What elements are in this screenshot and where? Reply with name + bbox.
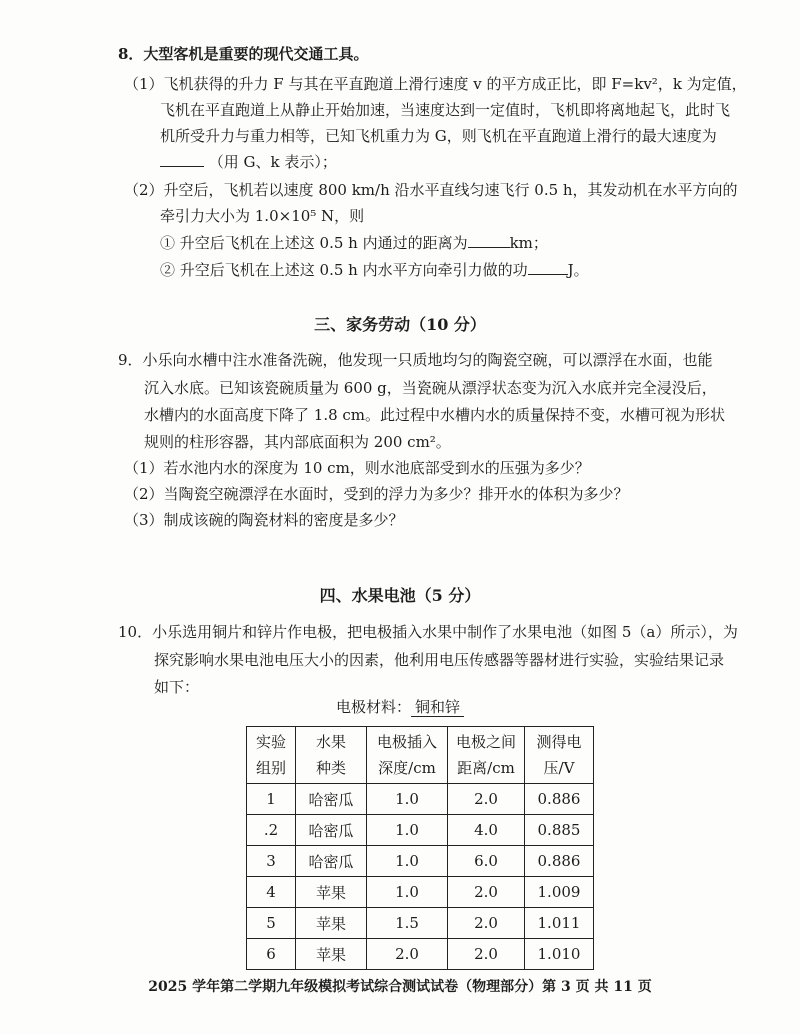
table-caption: [0, 696, 800, 717]
q8-title: 8．大型客机是重要的现代交通工具。: [118, 45, 369, 63]
table-row: [247, 815, 594, 846]
header-depth: 电极插入 深度/cm: [367, 727, 448, 784]
answer-blank[interactable]: [528, 260, 568, 275]
table-row: [247, 908, 594, 939]
cell-voltage: 0.885: [525, 815, 594, 846]
header-group: 实验 组别: [247, 727, 296, 784]
header-voltage: 测得电 压/V: [525, 727, 594, 784]
cell-fruit: 哈密瓜: [296, 815, 367, 846]
answer-blank[interactable]: [468, 233, 510, 248]
table-header-row: [247, 727, 594, 784]
q8-item1-unit: km；: [509, 234, 548, 252]
cell-depth: 1.0: [367, 846, 448, 877]
q8-part2-line1: （2）升空后，飞机若以速度 800 km/h 沿水平直线匀速飞行 0.5 h，其发动机在水平方向的: [124, 181, 738, 199]
cell-group: 1: [247, 784, 296, 815]
q8-part2-line2: 牵引力大小为 1.0×10⁵ N，则: [160, 207, 365, 225]
cell-distance: 2.0: [448, 939, 525, 970]
cell-voltage: 0.886: [525, 784, 594, 815]
cell-fruit: 苹果: [296, 908, 367, 939]
header-fruit: 水果 种类: [296, 727, 367, 784]
q8-item1-text: ① 升空后飞机在上述这 0.5 h 内通过的距离为: [160, 234, 468, 252]
cell-distance: 2.0: [448, 784, 525, 815]
cell-depth: 1.0: [367, 877, 448, 908]
q8-part1-line2: 飞机在平直跑道上从静止开始加速，当速度达到一定值时，飞机即将离地起飞，此时飞: [160, 101, 731, 119]
cell-group: .2: [247, 815, 296, 846]
cell-fruit: 苹果: [296, 877, 367, 908]
table-row: [247, 939, 594, 970]
q10-line2: 探究影响水果电池电压大小的因素，他利用电压传感器等器材进行实验，实验结果记录: [154, 651, 725, 669]
q9-sub1: （1）若水池内水的深度为 10 cm，则水池底部受到水的压强为多少？: [124, 459, 590, 477]
cell-group: 3: [247, 846, 296, 877]
cell-depth: 1.0: [367, 815, 448, 846]
q10-line1: 10．小乐选用铜片和锌片作电极，把电极插入水果中制作了水果电池（如图 5（a）所示），为: [118, 623, 738, 641]
q8-part1-line1: （1）飞机获得的升力 F 与其在平直跑道上滑行速度 v 的平方成正比，即 F=kv²，k 为定值，: [124, 75, 747, 93]
cell-group: 6: [247, 939, 296, 970]
cell-distance: 2.0: [448, 908, 525, 939]
cell-group: 4: [247, 877, 296, 908]
q8-part1-line3: 机所受升力与重力相等，已知飞机重力为 G，则飞机在平直跑道上滑行的最大速度为: [160, 127, 717, 145]
cell-voltage: 1.009: [525, 877, 594, 908]
caption-label: 电极材料：: [335, 698, 411, 716]
cell-depth: 1.5: [367, 908, 448, 939]
section-3-title: 三、家务劳动（10 分）: [314, 315, 486, 334]
header-distance: 电极之间 距离/cm: [448, 727, 525, 784]
page-footer: 2025 学年第二学期九年级模拟考试综合测试试卷（物理部分）第 3 页 共 11 页: [148, 979, 652, 995]
results-table: [246, 726, 594, 970]
section-4-title: 四、水果电池（5 分）: [319, 586, 481, 605]
cell-depth: 2.0: [367, 939, 448, 970]
table-row: [247, 846, 594, 877]
q9-sub3: （3）制成该碗的陶瓷材料的密度是多少？: [124, 511, 404, 529]
q9-line1: 9．小乐向水槽中注水准备洗碗，他发现一只质地均匀的陶瓷空碗，可以漂浮在水面，也能: [118, 351, 713, 369]
answer-blank[interactable]: [160, 152, 204, 167]
cell-voltage: 1.011: [525, 908, 594, 939]
q9-sub2: （2）当陶瓷空碗漂浮在水面时，受到的浮力为多少？排开水的体积为多少？: [124, 485, 629, 503]
q8-part2-item1: [160, 233, 548, 253]
q8-part2-item2: [160, 260, 589, 280]
q8-part1-hint: （用 G、k 表示）；: [208, 153, 337, 171]
cell-depth: 1.0: [367, 784, 448, 815]
cell-distance: 4.0: [448, 815, 525, 846]
cell-group: 5: [247, 908, 296, 939]
cell-voltage: 0.886: [525, 846, 594, 877]
cell-voltage: 1.010: [525, 939, 594, 970]
q8-item2-text: ② 升空后飞机在上述这 0.5 h 内水平方向牵引力做的功: [160, 261, 528, 279]
q9-line4: 规则的柱形容器，其内部底面积为 200 cm²。: [144, 433, 451, 451]
table-row: [247, 877, 594, 908]
cell-distance: 6.0: [448, 846, 525, 877]
cell-fruit: 哈密瓜: [296, 784, 367, 815]
q8-part1-line4: [160, 152, 337, 172]
cell-fruit: 哈密瓜: [296, 846, 367, 877]
q9-line3: 水槽内的水面高度下降了 1.8 cm。此过程中水槽内水的质量保持不变，水槽可视为形状: [144, 406, 726, 424]
q10-line3: 如下：: [154, 678, 200, 696]
cell-distance: 2.0: [448, 877, 525, 908]
table-row: [247, 784, 594, 815]
caption-value: 铜和锌: [411, 698, 464, 717]
cell-fruit: 苹果: [296, 939, 367, 970]
q8-item2-unit: J。: [567, 261, 589, 279]
q9-line2: 沉入水底。已知该瓷碗质量为 600 g，当瓷碗从漂浮状态变为沉入水底并完全浸没后，: [144, 379, 717, 397]
